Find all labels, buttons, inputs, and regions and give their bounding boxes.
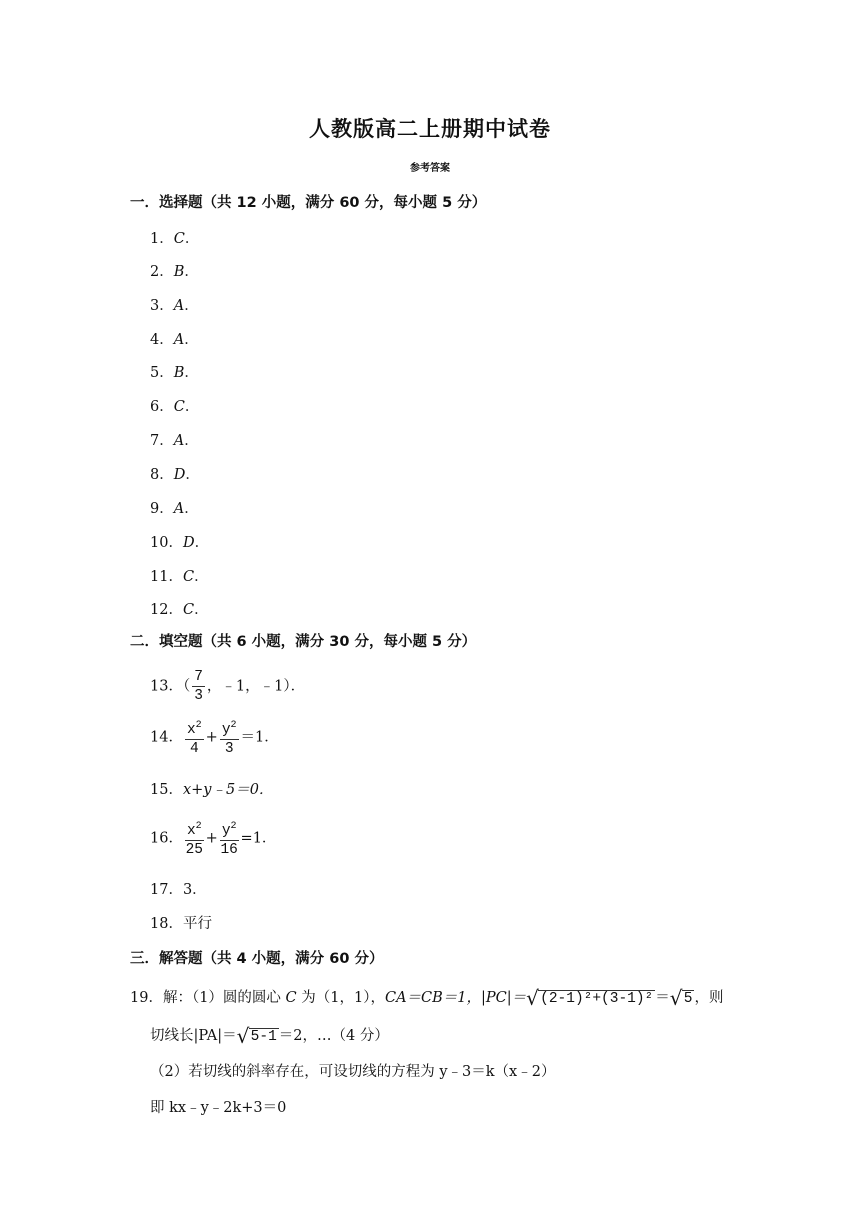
sqrt-expression: √ (2-1)²+(3-1)² [526,986,654,1010]
solution-19-line1: 19．解：（1）圆的圆心 C 为（1，1），CA＝CB＝1，|PC|＝ √ (2-1)²+(3-1)² ＝ √ 5 ，则 [130,986,724,1010]
answer-17: 17．3． [150,882,207,898]
fraction: $\frac{y^2}{3}$ [220,717,239,758]
choice-answer-3: 3．A． [150,298,199,314]
answer-16: 16． $\frac{x^2}{25}$ + $\frac{y^2}{16}$ =1． [150,818,276,859]
choice-answer-6: 6．C． [150,399,200,415]
choice-answer-11: 11．C． [150,569,209,585]
fraction: $\frac{x^2}{4}$ [185,717,204,758]
choice-answer-5: 5．B． [150,365,199,381]
fraction: $\frac{x^2}{25}$ [185,818,204,859]
choice-answer-10: 10．D． [150,535,210,551]
solution-19-line4: 即 kx﹣y﹣2k+3＝0 [150,1100,287,1116]
choice-answer-1: 1．C． [150,231,200,247]
choice-answer-2: 2．B． [150,264,199,280]
choice-answer-8: 8．D． [150,467,200,483]
page-title: 人教版高二上册期中试卷 [309,117,551,141]
section-heading-solve: 三．解答题（共 4 小题，满分 60 分） [130,951,384,967]
answer-15: 15．x+y﹣5＝0． [150,782,274,798]
choice-answer-7: 7．A． [150,433,199,449]
section-heading-fill: 二．填空题（共 6 小题，满分 30 分，每小题 5 分） [130,634,477,650]
solution-19-line2: 切线长|PA|＝ √ 5-1 ＝2，…（4 分） [150,1024,389,1048]
choice-answer-12: 12．C． [150,602,209,618]
answer-13: 13．（ $\frac{7}{3}$ ，﹣1，﹣1）． [150,669,306,704]
choice-answer-4: 4．A． [150,332,199,348]
choice-answer-9: 9．A． [150,501,199,517]
answer-18: 18．平行 [150,916,212,932]
fraction: $\frac{7}{3}$ [194,669,203,704]
answer-14: 14． $\frac{x^2}{4}$ + $\frac{y^2}{3}$ ＝1． [150,717,279,758]
sqrt-expression: √ 5 [669,986,693,1010]
page-subtitle: 参考答案 [410,163,450,174]
solution-19-line3: （2）若切线的斜率存在，可设切线的方程为 y﹣3＝k（x﹣2） [150,1064,556,1080]
sqrt-expression: √ 5-1 [236,1024,277,1048]
fraction: $\frac{y^2}{16}$ [220,818,239,859]
section-heading-choice: 一．选择题（共 12 小题，满分 60 分，每小题 5 分） [130,195,487,211]
